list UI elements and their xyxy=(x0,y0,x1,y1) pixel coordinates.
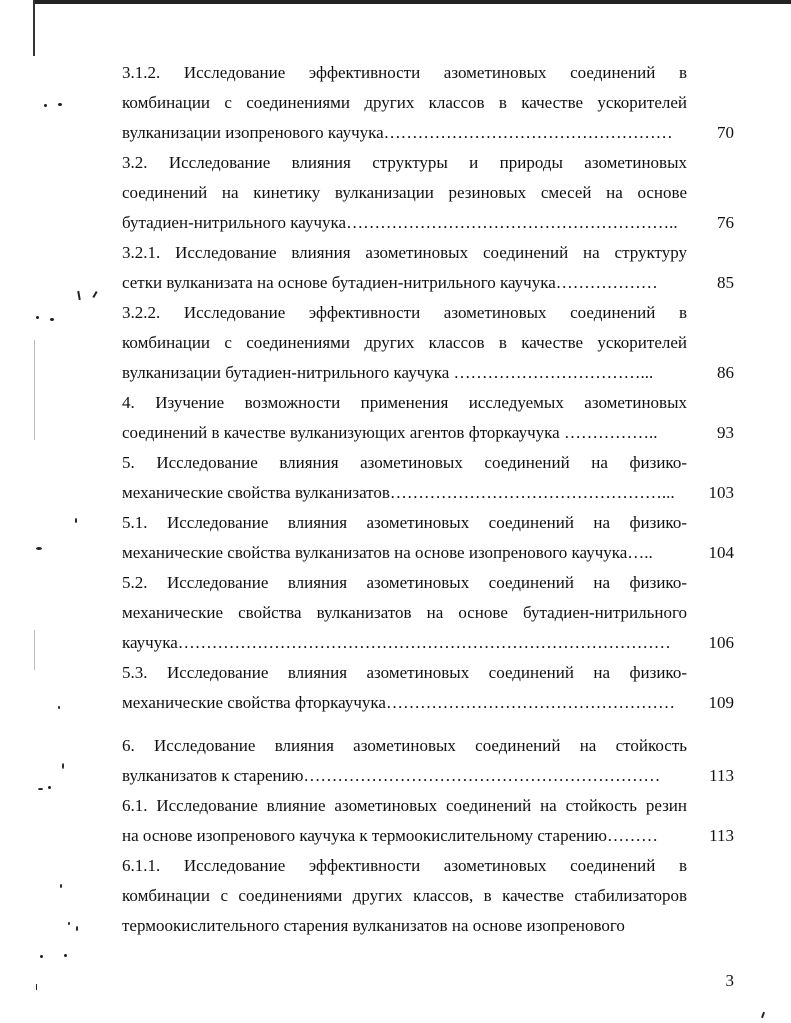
toc-entry-line: 4. Изучение возможности применения исследуемых азометиновых xyxy=(122,393,687,412)
scan-speck xyxy=(62,763,64,769)
toc-page-number: 103 xyxy=(708,483,734,502)
toc-entry-line: 5.3. Исследование влияния азометиновых соединений на физико- xyxy=(122,663,687,682)
toc-entry-line: механические свойства вулканизатов на основе бутадиен-нитрильного xyxy=(122,603,687,622)
toc-entry xyxy=(122,851,734,941)
scan-speck xyxy=(76,926,78,931)
toc-entry-line: комбинации с соединениями других классов в качестве ускорителей xyxy=(122,333,687,352)
toc-page-number: 104 xyxy=(708,543,734,562)
toc-page-number: 85 xyxy=(717,273,734,292)
toc-entry xyxy=(122,238,734,298)
toc-entry-line: 6.1.1. Исследование эффективности азометиновых соединений в xyxy=(122,856,687,875)
toc-entry-line: комбинации с соединениями других классов, в качестве стабилизаторов xyxy=(122,886,687,905)
toc-entry-line: механические свойства вулканизатов на основе изопренового каучука….. xyxy=(122,543,653,562)
toc-entry-line: 6.1. Исследование влияние азометиновых соединений на стойкость резин xyxy=(122,796,687,815)
scan-speck xyxy=(60,884,62,888)
scan-speck xyxy=(34,630,35,670)
toc-entry-line: вулканизации изопренового каучука…………………………………………… xyxy=(122,123,673,142)
scan-speck xyxy=(75,518,77,523)
table-of-contents xyxy=(122,58,734,941)
toc-page-number: 106 xyxy=(708,633,734,652)
scan-speck xyxy=(36,547,42,550)
scan-speck xyxy=(40,955,43,958)
scan-speck xyxy=(58,103,62,106)
toc-entry-line: термоокислительного старения вулканизатов на основе изопренового xyxy=(122,916,625,935)
toc-entry-line: механические свойства фторкаучука…………………………………………… xyxy=(122,693,675,712)
toc-page-number: 109 xyxy=(708,693,734,712)
scan-speck xyxy=(34,340,35,440)
toc-entry xyxy=(122,388,734,448)
scan-speck xyxy=(92,291,97,298)
scan-speck xyxy=(44,104,47,107)
scan-edge-left xyxy=(33,0,35,56)
page-number: 3 xyxy=(725,971,734,990)
toc-entry xyxy=(122,508,734,568)
toc-page-number: 93 xyxy=(717,423,734,442)
toc-entry-line: вулканизации бутадиен-нитрильного каучука ……………………………... xyxy=(122,363,654,382)
toc-entry-line: 3.2.1. Исследование влияния азометиновых соединений на структуру xyxy=(122,243,687,262)
toc-page-number: 86 xyxy=(717,363,734,382)
toc-entry xyxy=(122,148,734,238)
toc-entry-line: комбинации с соединениями других классов в качестве ускорителей xyxy=(122,93,687,112)
toc-entry-line: бутадиен-нитрильного каучука………………………………………………….. xyxy=(122,213,678,232)
toc-entry-line: 5.1. Исследование влияния азометиновых соединений на физико- xyxy=(122,513,687,532)
toc-entry-line: механические свойства вулканизатов…………………………………………... xyxy=(122,483,675,502)
toc-page-number: 113 xyxy=(709,826,734,845)
scan-edge-top xyxy=(33,0,791,4)
scan-speck xyxy=(38,788,43,790)
scan-speck xyxy=(48,786,51,789)
toc-entry-line: 3.1.2. Исследование эффективности азометиновых соединений в xyxy=(122,63,687,82)
toc-entry xyxy=(122,448,734,508)
scan-speck xyxy=(50,318,54,321)
toc-entry xyxy=(122,58,734,148)
toc-entry-line: 3.2. Исследование влияния структуры и природы азометиновых xyxy=(122,153,687,172)
toc-entry xyxy=(122,731,734,791)
toc-page-number: 70 xyxy=(717,123,734,142)
toc-entry-line: сетки вулканизата на основе бутадиен-нитрильного каучука……………… xyxy=(122,273,658,292)
scan-speck xyxy=(36,984,37,990)
toc-entry xyxy=(122,568,734,658)
toc-entry-line: вулканизатов к старению……………………………………………………… xyxy=(122,766,661,785)
toc-entry-line: 5.2. Исследование влияния азометиновых соединений на физико- xyxy=(122,573,687,592)
toc-entry-line: 3.2.2. Исследование эффективности азометиновых соединений в xyxy=(122,303,687,322)
scan-speck xyxy=(77,291,81,300)
toc-entry-line: соединений на кинетику вулканизации резиновых смесей на основе xyxy=(122,183,687,202)
scan-speck xyxy=(58,706,60,709)
toc-page-number: 76 xyxy=(717,213,734,232)
scan-speck xyxy=(64,954,67,957)
toc-entry-line: на основе изопренового каучука к термоокислительному старению……… xyxy=(122,826,659,845)
toc-entry-line: 6. Исследование влияния азометиновых соединений на стойкость xyxy=(122,736,687,755)
toc-entry xyxy=(122,298,734,388)
toc-entry xyxy=(122,658,734,718)
toc-entry-line: соединений в качестве вулканизующих агентов фторкаучука …………….. xyxy=(122,423,658,442)
toc-entry-line: каучука…………………………………………………………………………… xyxy=(122,633,671,652)
toc-entry-line: 5. Исследование влияния азометиновых соединений на физико- xyxy=(122,453,687,472)
scan-speck xyxy=(761,1012,765,1018)
toc-page-number: 113 xyxy=(709,766,734,785)
scan-speck xyxy=(36,316,39,319)
toc-entry xyxy=(122,791,734,851)
scan-speck xyxy=(68,922,70,925)
